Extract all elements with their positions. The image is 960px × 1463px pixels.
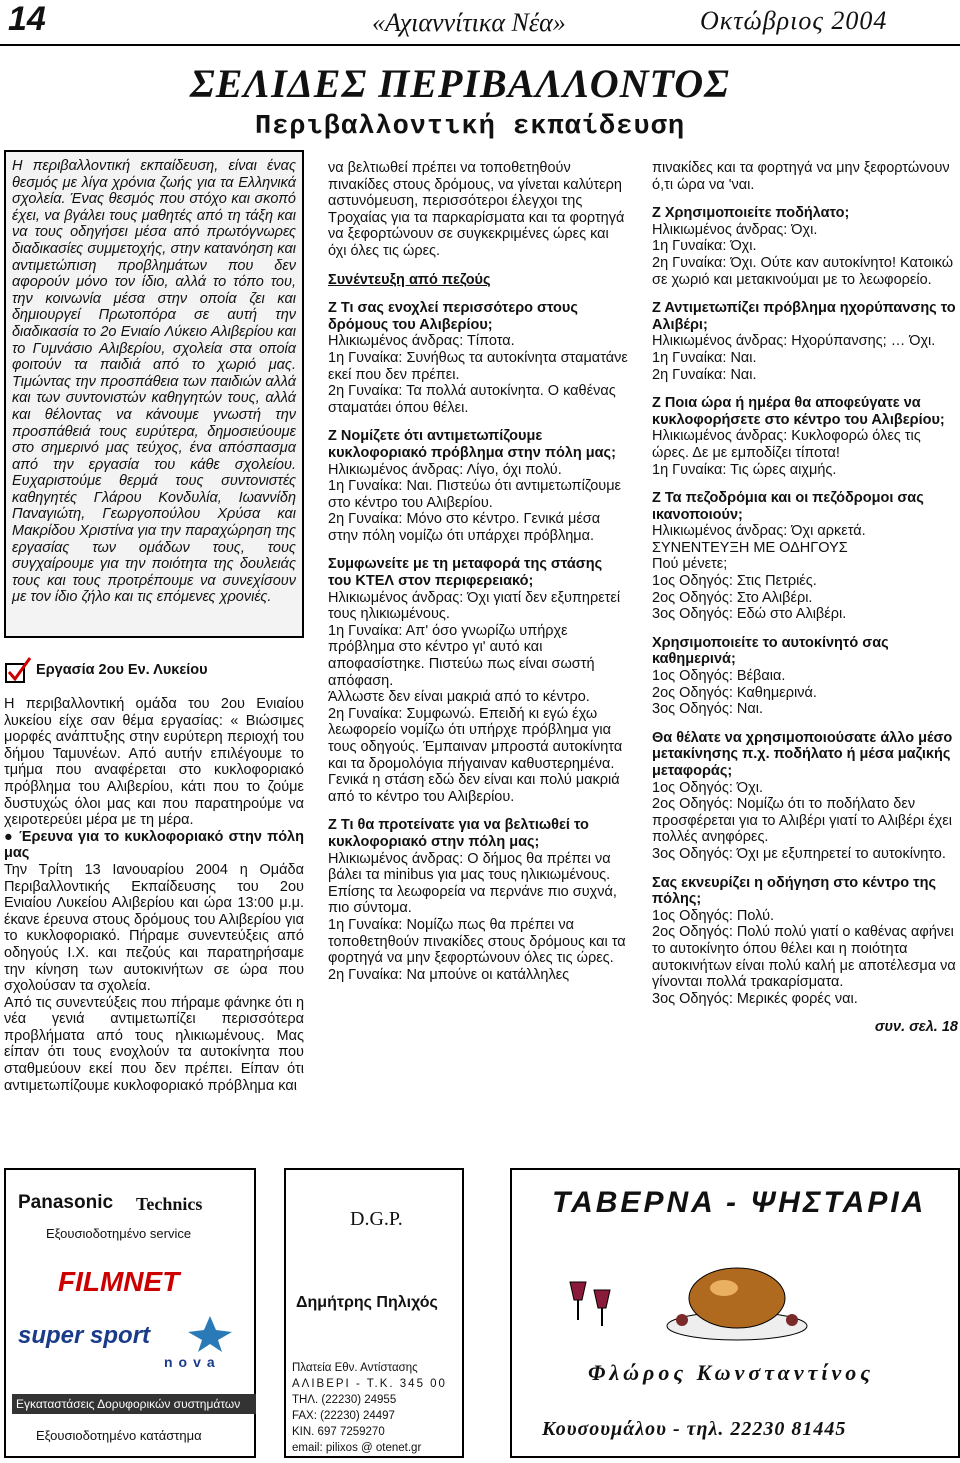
col2-question: Ζ Τι σας ενοχλεί περισσότερο στους δρόμους του Αλιβερίου;	[328, 300, 578, 333]
roast-chicken-icon	[662, 1236, 812, 1346]
dgp-mobile: ΚΙΝ. 697 7259270	[292, 1426, 385, 1438]
dgp-name: Δημήτρης Πηλιχός	[296, 1294, 438, 1311]
col2-question: Συμφωνείτε με τη μεταφορά της στάσης του ΚΤΕΛ στον περιφερειακό;	[328, 556, 603, 590]
col1-heading	[4, 656, 304, 684]
dgp-contact	[292, 1360, 447, 1456]
header-rule	[0, 44, 960, 46]
ad1-service-text: Εξουσιοδοτημένο service	[46, 1226, 192, 1241]
ad1-store-text: Εξουσιοδοτημένο κατάστημα	[36, 1428, 202, 1443]
filmnet-logo: FILMNET	[58, 1266, 180, 1297]
section-title: ΣΕΛΙΔΕΣ ΠΕΡΙΒΑΛΛΟΝΤΟΣ	[190, 61, 730, 106]
col3-question: Ζ Τα πεζοδρόμια και οι πεζόδρομοι σας ικανοποιούν;	[652, 490, 924, 523]
col3-answer: Ηλικιωμένος άνδρας: Ηχορύπανσης; … Όχι. 1η Γυναίκα: Ναι. 2η Γυναίκα: Ναι.	[652, 333, 936, 383]
ad-electronics	[4, 1168, 256, 1458]
dgp-fax: FAX: (22230) 24497	[292, 1410, 395, 1422]
taverna-title: ΤΑΒΕΡΝΑ - ΨΗΣΤΑΡΙΑ	[552, 1186, 927, 1219]
col2-answer: Ηλικιωμένος άνδρας: Όχι γιατί δεν εξυπηρετεί τους ηλικιωμένους. 1η Γυναίκα: Απ' όσο γνωρίζω υπήρχε πρόβλημα στο κέντρο γι' αυτό και αποφασίστηκε. Πιστεύω πως είναι σωστή απόφαση. Άλλωστε δεν είναι μακριά από το κέντρο. 2η Γυναίκα: Συμφωνώ. Επειδή κι εγώ έχω λεωφορείο νομίζω ότι υπήρχε πρόβλημα για τους οδηγούς. Έμπαιναν μπροστά αυτοκίνητα και τα δρομολόγια πήγαιναν καθυστερημένα. Γενικά η στάση εδώ δεν είναι και πολύ μακριά από το κέντρο του Αλιβερίου.	[328, 589, 623, 805]
supersport-logo: super sport	[18, 1322, 151, 1349]
intro-text: Η περιβαλλοντική εκπαίδευση, είναι ένας θεσμός με λίγα χρόνια ζωής για τα Ελληνικά σχολεία. Ένας θεσμός που στόχο και σκοπό έχει, να βγάλει τους μαθητές από τη τάξη και να τους οδηγήσει μέσα από πρωτόγνωρες διαδικασίες συμμετοχής, στην κατανόηση και αντιμετώπιση προβλημάτων που δεν αφορούν μόνο τον ίδιο, αλλά το τόπο του, την κοινωνία μέσα στην οποία ζει και δημιουργεί Πρωτοπόρα σε αυτή την διαδικασία το 2ο Ενιαίο Λύκειο Αλιβερίου και το Γυμνάσιο Αλιβερίου, σχολεία στα οποία φοιτούν τα παιδιά από το χωριό μας. Τιμώντας την προσπάθεια των παιδιών αλλά και των συντονιστών καθηγητών τους, αλλά και θέλοντας να κάνουμε γνωστή την προσπάθειά τους ευρύτερα, δημοσιεύουμε στο σημερινό μας τεύχος, ένα απόσπασμα από την εργασία του κάθε σχολείου. Ευχαριστούμε θερμά τους συντονιστές καθηγητές Γλάρου Κονδυλία, Ιωαννίδη Παναγιώτη, Γεωργοπούλου Χρύσα και Μακρίδου Χριστίνα για την παραχώρηση της εργασίας των ομάδων τους, τους συγχαίρουμε για την ποιότητα της δουλειάς τους και τους προτρέπουμε να συνεχίσουν με τον ίδιο ζήλο και τις επόμενες χρονιές.	[12, 158, 296, 606]
col3-answer: Ηλικιωμένος άνδρας: Όχι αρκετά. ΣΥΝΕΝΤΕΥΞΗ ΜΕ ΟΔΗΓΟΥΣ Πού μένετε; 1ος Οδηγός: Στις Πετριές. 2ος Οδηγός: Στο Αλιβέρι. 3ος Οδηγός: Εδώ στο Αλιβέρι.	[652, 523, 866, 623]
col1-heading-text: Εργασία 2ου Εν. Λυκείου	[36, 661, 208, 678]
technics-logo: Technics	[136, 1194, 203, 1214]
col3-answer: 1ος Οδηγός: Βέβαια. 2ος Οδηγός: Καθημερινά. 3ος Οδηγός: Ναι.	[652, 668, 817, 718]
col2-heading: Συνέντευξη από πεζούς	[328, 271, 491, 288]
nova-logo: nova	[164, 1354, 221, 1370]
wine-glasses-icon	[562, 1276, 622, 1336]
column-3	[652, 160, 958, 1036]
col3-paragraph: πινακίδες και τα φορτηγά να μην ξεφορτώνουν ό,τι ώρα να 'ναι.	[652, 160, 950, 193]
dgp-email: email: pilixos @ otenet.gr	[292, 1442, 422, 1454]
col2-question: Ζ Τι θα προτείνατε για να βελτιωθεί το κυκλοφοριακό στην πόλη μας;	[328, 817, 589, 850]
column-2	[328, 160, 628, 983]
newspaper-name: «Αχιαννίτικα Νέα»	[372, 8, 566, 37]
continued-note: συν. σελ. 18	[874, 1019, 958, 1036]
intro-box	[4, 150, 304, 638]
col2-paragraph: να βελτιωθεί πρέπει να τοποθετηθούν πινακίδες στους δρόμους, να γίνεται καλύτερη αστυνόμευση, περισσότεροι έλεγχοι της Τροχαίας για τα παρκαρίσματα και τα φορτηγά να ξεφορτώνουν σε συγκεκριμένες ώρες και όχι όλες τις ώρες.	[328, 160, 625, 259]
dgp-city: ΑΛΙΒΕΡΙ - Τ.Κ. 345 00	[292, 1378, 447, 1390]
col1-paragraph: Η περιβαλλοντική ομάδα του 2ου Ενιαίου λυκείου είχε σαν θέμα εργασίας: « Βιώσιμες μορφές ανάπτυξης στην ευρύτερη περιοχή του δήμου Ταμυνέων. Από αυτήν επιλέγουμε το τμήμα που αναφέρεται στο κυκλοφοριακό πρόβλημα του Αλιβερίου, κάτι που το ζούμε δυστυχώς όλοι μας και που παρατηρούμε να χειροτερεύει μέρα με τη μέρα.	[4, 696, 304, 829]
page-number: 14	[8, 0, 46, 38]
col3-question: Ζ Αντιμετωπίζει πρόβλημα ηχορύπανσης το Αλιβέρι;	[652, 300, 956, 333]
ad1-satellite-text: Εγκαταστάσεις Δορυφορικών συστημάτων	[12, 1394, 256, 1414]
col2-answer: Ηλικιωμένος άνδρας: Τίποτα. 1η Γυναίκα: Συνήθως τα αυτοκίνητα σταματάνε εκεί που δεν πρέπει. 2η Γυναίκα: Τα πολλά αυτοκίνητα. Ο καθένας σταματάει όπου θέλει.	[328, 333, 628, 416]
taverna-footer: Κουσουμάλου - τηλ. 22230 81445	[542, 1418, 847, 1440]
col2-answer: Ηλικιωμένος άνδρας: Λίγο, όχι πολύ. 1η Γυναίκα: Ναι. Πιστεύω ότι αντιμετωπίζουμε στο κέντρο του Αλιβερίου. 2η Γυναίκα: Μόνο στο κέντρο. Γενικά μέσα στην πόλη νομίζω ότι υπάρχει πρόβλημα.	[328, 461, 622, 544]
col3-question: Σας εκνευρίζει η οδήγηση στο κέντρο της πόλης;	[652, 874, 937, 908]
col1-subheading: ● Έρευνα για το κυκλοφοριακό στην πόλη μας	[4, 828, 304, 862]
dgp-phone: ΤΗΛ. (22230) 24955	[292, 1394, 397, 1406]
ad-taverna	[510, 1168, 960, 1458]
ad-dgp	[284, 1168, 464, 1458]
panasonic-logo: Panasonic	[18, 1192, 114, 1213]
col3-answer: Ηλικιωμένος άνδρας: Κυκλοφορώ όλες τις ώρες. Δε με εμποδίζει τίποτα! 1η Γυναίκα: Τις ώρες αιχμής.	[652, 428, 921, 478]
column-1	[4, 656, 304, 1094]
col3-answer: Ηλικιωμένος άνδρας: Όχι. 1η Γυναίκα: Όχι. 2η Γυναίκα: Όχι. Ούτε καν αυτοκίνητο! Κατοικώ σε χωριό και μετακινούμαι με το λεωφορείο.	[652, 221, 954, 288]
col3-answer: 1ος Οδηγός: Πολύ. 2ος Οδηγός: Πολύ πολύ γιατί ο καθένας αφήνει το αυτοκίνητο όπου θέλει και η ποιότητα αυτοκινήτων είναι πολύ καλή με αποτέλεσμα να γίνονται πολλά τρακαρίσματα. 3ος Οδηγός: Μερικές φορές ναι.	[652, 907, 956, 1007]
col2-question: Ζ Νομίζετε ότι αντιμετωπίζουμε κυκλοφοριακό πρόβλημα στην πόλη μας;	[328, 428, 616, 461]
col2-answer: Ηλικιωμένος άνδρας: Ο δήμος θα πρέπει να βάλει τα minibus για μας τους ηλικιωμένους. Επίσης τα λεωφορεία να περνάνε πιο συχνά, πιο σύντομα. 1η Γυναίκα: Νομίζω πως θα πρέπει να τοποθετηθούν πινακίδες στους δρόμους και τα φορτηγά να μην ξεφορτώνουν όλες τις ώρες. 2η Γυναίκα: Να μπούνε οι κατάλληλες	[328, 850, 626, 983]
checkmark-icon	[4, 656, 32, 684]
section-subtitle: Περιβαλλοντική εκπαίδευση	[255, 112, 686, 142]
col1-subheading-text: Έρευνα για το κυκλοφοριακό στην πόλη μας	[4, 828, 304, 862]
issue-date: Οκτώβριος 2004	[700, 6, 888, 35]
col3-question: Ζ Ποια ώρα ή ημέρα θα αποφεύγατε να κυκλοφορήσετε στο κέντρο του Αλιβερίου;	[652, 395, 945, 428]
col3-question: Θα θέλατε να χρησιμοποιούσατε άλλο μέσο μετακίνησης π.χ. ποδήλατο ή μέσα μαζικής μεταφοράς;	[652, 729, 953, 779]
taverna-owner: Φλώρος Κωνσταντίνος	[588, 1360, 875, 1385]
col3-question: Ζ Χρησιμοποιείτε ποδήλατο;	[652, 205, 850, 222]
col3-question: Χρησιμοποιείτε το αυτοκίνητό σας καθημερινά;	[652, 634, 889, 668]
dgp-address: Πλατεία Εθν. Αντίστασης	[292, 1362, 418, 1374]
dgp-logo: D.G.P.	[350, 1208, 403, 1230]
col1-paragraph: Την Τρίτη 13 Ιανουαρίου 2004 η Ομάδα Περιβαλλοντικής Εκπαίδευσης του 2ου Ενιαίου Λυκείου Αλιβερίου και ώρα 13:00 μ.μ. έκανε έρευνα στους δρόμους του Αλιβερίου για το κυκλοφοριακό. Πήραμε συνεντεύξεις από οδηγούς Ι.Χ. και πεζούς και παρατηρήσαμε την κίνηση των αυτοκινήτων σε ώρα που σχολούσαν τα σχολεία.	[4, 861, 304, 995]
col3-answer: 1ος Οδηγός: Όχι. 2ος Οδηγός: Νομίζω ότι το ποδήλατο δεν προσφέρεται για το Αλιβέρι γιατί το Αλιβέρι έχει πολλές ανηφόρες. 3ος Οδηγός: Όχι με εξυπηρετεί το αυτοκίνητο.	[652, 779, 952, 862]
nova-star-icon	[186, 1314, 234, 1354]
col1-paragraph: Από τις συνεντεύξεις που πήραμε φάνηκε ότι η νέα γενιά αντιμετωπίζει περισσότερα προβλήματα από τους ηλικιωμένους. Μας είπαν ότι τους ενοχλούν τα αυτοκίνητα που σταθμεύουν εκεί που δεν πρέπει. Είπαν ότι αντιμετωπίζουμε κυκλοφοριακό πρόβλημα και	[4, 994, 305, 1094]
